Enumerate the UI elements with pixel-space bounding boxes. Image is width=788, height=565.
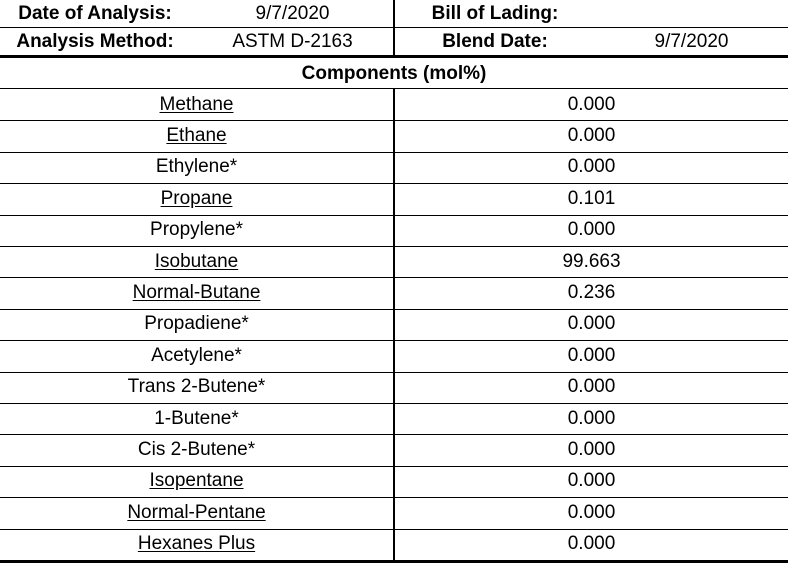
component-value: 0.000 bbox=[567, 344, 616, 366]
component-value: 0.101 bbox=[567, 187, 616, 209]
component-name: Cis 2-Butene* bbox=[137, 439, 256, 461]
bill-of-lading-label: Bill of Lading: bbox=[431, 3, 559, 24]
component-value: 0.000 bbox=[567, 219, 616, 241]
component-name: Trans 2-Butene* bbox=[127, 376, 266, 398]
analysis-method-label: Analysis Method: bbox=[16, 30, 174, 52]
component-name: Isopentane bbox=[149, 470, 244, 492]
component-name: 1-Butene* bbox=[154, 407, 239, 429]
header-column-divider bbox=[393, 0, 395, 56]
component-value: 0.000 bbox=[567, 470, 616, 492]
component-value: 0.000 bbox=[567, 501, 616, 523]
components-title: Components (mol%) bbox=[301, 62, 487, 84]
bill-of-lading-value bbox=[595, 0, 788, 28]
component-name: Normal-Pentane bbox=[127, 501, 266, 523]
component-name: Isobutane bbox=[154, 250, 239, 272]
blend-date-label: Blend Date: bbox=[442, 30, 548, 52]
component-name: Hexanes Plus bbox=[137, 533, 256, 555]
component-value: 0.236 bbox=[567, 282, 616, 304]
component-name: Propylene* bbox=[150, 219, 243, 241]
component-name: Propane bbox=[160, 187, 233, 209]
date-of-analysis-value: 9/7/2020 bbox=[255, 3, 330, 24]
component-name: Normal-Butane bbox=[132, 282, 261, 304]
component-value: 0.000 bbox=[567, 407, 616, 429]
component-value: 99.663 bbox=[562, 250, 621, 272]
analysis-method-value: ASTM D-2163 bbox=[232, 30, 353, 52]
component-value: 0.000 bbox=[567, 439, 616, 461]
component-value: 0.000 bbox=[567, 313, 616, 335]
date-of-analysis-label: Date of Analysis: bbox=[18, 3, 172, 24]
component-value: 0.000 bbox=[567, 156, 616, 178]
component-name: Ethane bbox=[166, 125, 227, 147]
component-value: 0.000 bbox=[567, 125, 616, 147]
components-column-divider bbox=[393, 89, 395, 561]
component-value: 0.000 bbox=[567, 533, 616, 555]
component-value: 0.000 bbox=[567, 376, 616, 398]
component-name: Acetylene* bbox=[151, 344, 242, 366]
blend-date-value: 9/7/2020 bbox=[654, 30, 729, 52]
table-bottom-border bbox=[0, 560, 788, 563]
component-name: Methane bbox=[159, 93, 234, 115]
component-value: 0.000 bbox=[567, 93, 616, 115]
component-name: Propadiene* bbox=[144, 313, 249, 335]
component-name: Ethylene* bbox=[155, 156, 238, 178]
